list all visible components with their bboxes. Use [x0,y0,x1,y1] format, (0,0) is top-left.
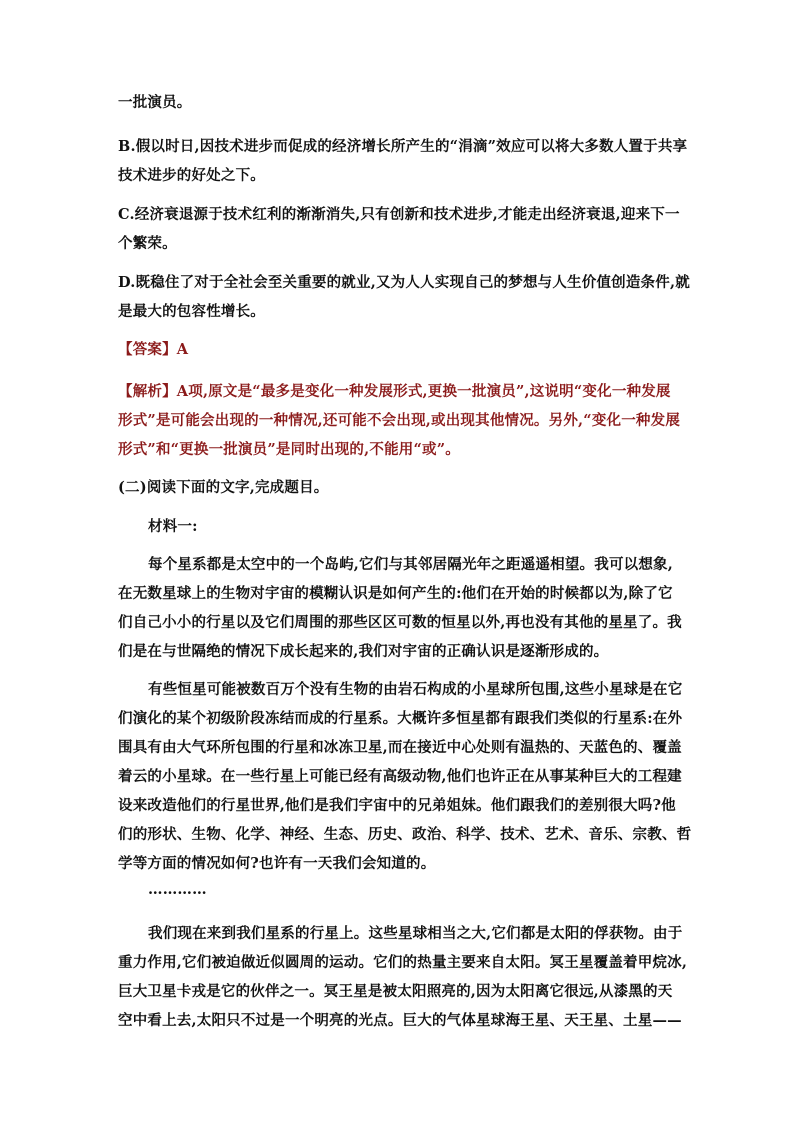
passage-line: 设来改造他们的行星世界,他们是我们宇宙中的兄弟姐妹。他们跟我们的差别很大吗?他 [118,797,676,814]
answer-label: 【答案】A [118,341,189,358]
option-c-line: 个繁荣。 [118,235,177,252]
passage-paragraph-3 [118,919,688,1035]
analysis-line: 形式”和“更换一批演员”是同时出现的,不能用“或”。 [118,441,460,458]
passage-line: 们是在与世隔绝的情况下成长起来的,我们对宇宙的正确认识是逐渐形成的。 [118,643,609,660]
option-b-line: B.假以时日,因技术进步而促成的经济增长所产生的“涓滴”效应可以将大多数人置于共享 [118,138,688,155]
option-c-line: C.经济衰退源于技术红利的渐渐消失,只有创新和技术进步,才能走出经济衰退,迎来下一 [118,206,680,223]
option-d-line: D.既稳住了对于全社会至关重要的就业,又为人人实现自己的梦想与人生价值创造条件,就 [118,274,690,291]
passage-ellipsis: ………… [148,881,207,898]
option-d [118,268,690,326]
passage-line: 学等方面的情况如何?也许有一天我们会知道的。 [118,855,436,872]
passage-line: 着云的小星球。在一些行星上可能已经有高级动物,他们也许正在从事某种巨大的工程建 [118,768,682,785]
option-a-tail: 一批演员。 [118,94,192,111]
section-heading: (二)阅读下面的文字,完成题目。 [118,479,329,496]
passage-line: 重力作用,它们被迫做近似圆周的运动。它们的热量主要来自太阳。冥王星覆盖着甲烷冰, [118,954,688,971]
analysis-block [118,377,680,464]
passage-line: 们演化的某个初级阶段冻结而成的行星系。大概许多恒星都有跟我们类似的行星系:在外 [118,710,683,727]
passage-paragraph-2 [118,675,692,878]
passage-line: 每个星系都是太空中的一个岛屿,它们与其邻居隔光年之距遥遥相望。我可以想象, [148,556,673,573]
material-label: 材料一: [148,518,198,535]
passage-line: 我们现在来到我们星系的行星上。这些星球相当之大,它们都是太阳的俘获物。由于 [148,925,683,942]
option-b [118,132,688,190]
option-c [118,200,680,258]
passage-line: 空中看上去,太阳只不过是一个明亮的光点。巨大的气体星球海王星、天王星、土星—— [118,1012,682,1029]
passage-line: 有些恒星可能被数百万个没有生物的由岩石构成的小星球所包围,这些小星球是在它 [148,681,683,698]
passage-line: 巨大卫星卡戎是它的伙伴之一。冥王星是被太阳照亮的,因为太阳离它很远,从漆黑的天 [118,983,673,1000]
passage-line: 们自己小小的行星以及它们周围的那些区区可数的恒星以外,再也没有其他的星星了。我 [118,614,682,631]
passage-line: 们的形状、生物、化学、神经、生态、历史、政治、科学、技术、艺术、音乐、宗教、哲 [118,826,692,843]
option-d-line: 是最大的包容性增长。 [118,303,265,320]
analysis-line: 形式”是可能会出现的一种情况,还可能不会出现,或出现其他情况。另外,“变化一种发展 [118,412,681,429]
passage-line: 围具有由大气环所包围的行星和冰冻卫星,而在接近中心处则有温热的、天蓝色的、覆盖 [118,739,682,756]
passage-paragraph-1 [118,550,680,666]
analysis-line: 【解析】A项,原文是“最多是变化一种发展形式,更换一批演员”,这说明“变化一种发展 [118,383,671,400]
passage-line: 在无数星球上的生物对宇宙的模糊认识是如何产生的:他们在开始的时候都以为,除了它 [118,585,673,602]
option-b-line: 技术进步的好处之下。 [118,167,265,184]
